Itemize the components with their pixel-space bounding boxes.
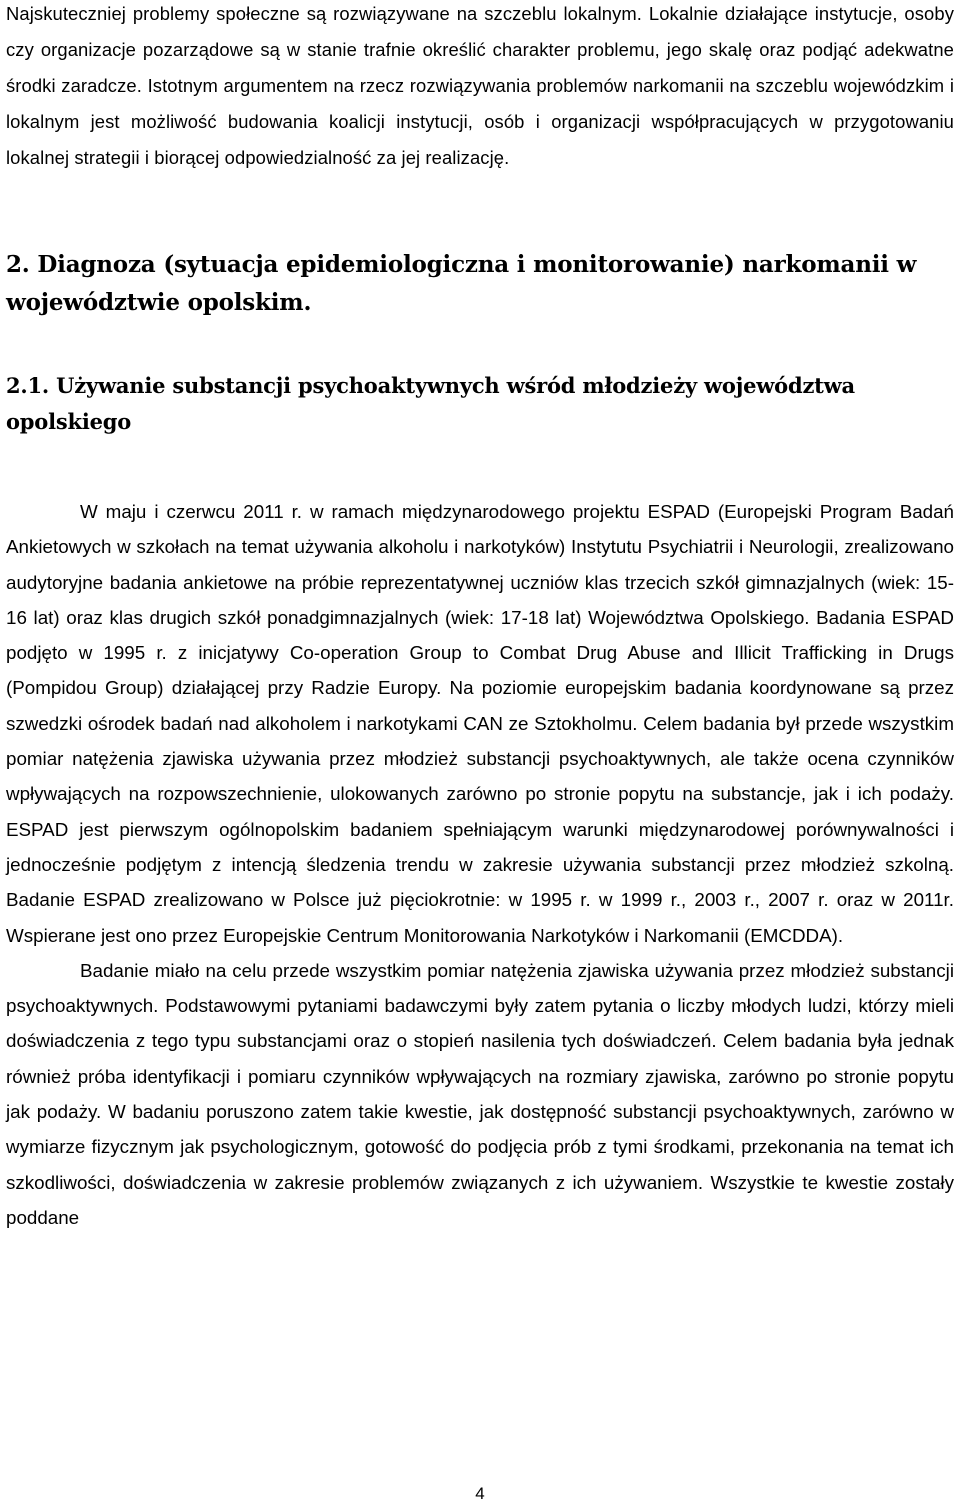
body-paragraph-2: Badanie miało na celu przede wszystkim pomiar natężenia zjawiska używania przez młodzież substancji psychoaktywnych. Podstawowymi pytaniami badawczymi były zatem pytania o liczby młodych ludzi, którzy mieli doświadczenia z tego typu substancjami oraz o stopień nasilenia tych doświadczeń. Celem badania była jednak również próba identyfikacji i pomiaru czynników wpływających na rozmiary zjawiska, zarówno po stronie popytu jak podaży. W badaniu poruszono zatem takie kwestie, jak dostępność substancji psychoaktywnych, zarówno w wymiarze fizycznym jak psychologicznym, gotowość do podjęcia prób z tymi środkami, przekonania na temat ich szkodliwości, doświadczenia w zakresie problemów związanych z ich używaniem. Wszystkie te kwestie zostały poddane	[6, 959, 954, 1228]
spacer	[6, 176, 954, 246]
page-number: 4	[475, 1484, 485, 1503]
subsection-heading: 2.1. Używanie substancji psychoaktywnych wśród młodzieży województwa opolskiego	[6, 373, 855, 434]
body-paragraph-1: W maju i czerwcu 2011 r. w ramach międzynarodowego projektu ESPAD (Europejski Program Badań Ankietowych w szkołach na temat używania alkoholu i narkotyków) Instytutu Psychiatrii i Neurologii, zrealizowano audytoryjne badania ankietowe na próbie reprezentatywnej uczniów klas trzecich szkół gimnazjalnych (wiek: 15-16 lat) oraz klas drugich szkół ponadgimnazjalnych (wiek: 17-18 lat) Województwa Opolskiego. Badania ESPAD podjęto w 1995 r. z inicjatywy Co-operation Group to Combat Drug Abuse and Illicit Trafficking in Drugs (Pompidou Group) działającej przy Radzie Europy. Na poziomie europejskim badania koordynowane są przez szwedzki ośrodek badań nad alkoholem i narkotykami CAN ze Sztokholmu. Celem badania był przede wszystkim pomiar natężenia zjawiska używania przez młodzież substancji psychoaktywnych, ale także ocena czynników wpływających na rozpowszechnienie, ulokowanych zarówno po stronie popytu na substancje, jak i ich podaży. ESPAD jest pierwszym ogólnopolskim badaniem spełniającym warunki międzynarodowej porównywalności i jednocześnie podjętym z intencją śledzenia trendu w zakresie używania substancji przez młodzież szkolną. Badanie ESPAD zrealizowano w Polsce już pięciokrotnie: w 1995 r. w 1999 r., 2003 r., 2007 r. oraz w 2011r. Wspierane jest ono przez Europejskie Centrum Monitorowania Narkotyków i Narkomanii (EMCDDA).	[6, 501, 954, 946]
document-page	[6, 0, 954, 1235]
spacer	[6, 322, 954, 368]
section-heading: 2. Diagnoza (sytuacja epidemiologiczna i monitorowanie) narkomanii w województwie opolskim.	[6, 251, 917, 316]
intro-paragraph: Najskuteczniej problemy społeczne są rozwiązywane na szczeblu lokalnym. Lokalnie działające instytucje, osoby czy organizacje pozarządowe są w stanie trafnie określić charakter problemu, jego skalę oraz podjąć adekwatne środki zaradcze. Istotnym argumentem na rzecz rozwiązywania problemów narkomanii na szczeblu wojewódzkim i lokalnym jest możliwość budowania koalicji instytucji, osób i organizacji współpracujących w przygotowaniu lokalnej strategii i biorącej odpowiedzialność za jej realizację.	[6, 3, 954, 168]
spacer	[6, 440, 954, 494]
